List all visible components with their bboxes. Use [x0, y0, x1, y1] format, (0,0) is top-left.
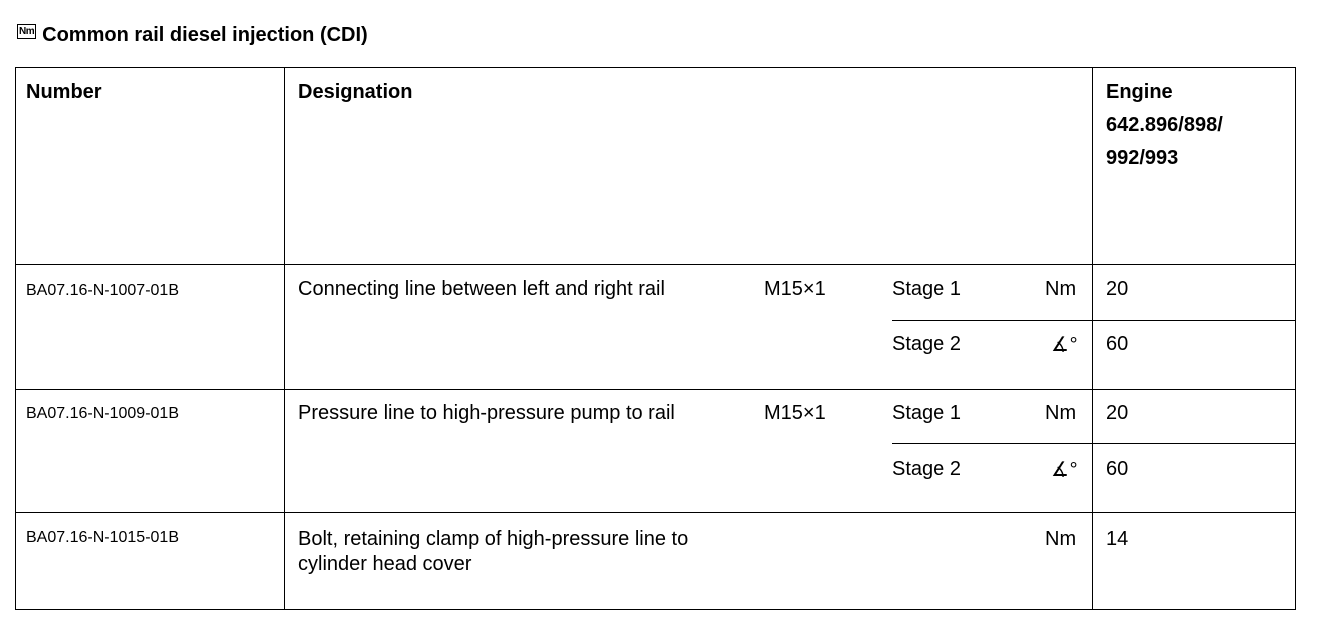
row-divider — [16, 264, 1295, 265]
row-value: 14 — [1106, 528, 1129, 550]
page-title — [17, 20, 368, 50]
header-number: Number — [26, 81, 102, 103]
stage-value: 60 — [1106, 333, 1129, 355]
title-text: Common rail diesel injection (CDI) — [42, 23, 368, 46]
designation-line: cylinder head cover — [298, 553, 472, 575]
torque-nm-icon: Nm — [19, 25, 35, 37]
engine-models-line2: 992/993 — [1106, 147, 1179, 169]
stage-value: 60 — [1106, 458, 1129, 480]
stage-unit: Nm — [1045, 278, 1077, 300]
row-number: BA07.16-N-1009-01B — [26, 405, 179, 422]
column-divider — [1092, 68, 1093, 609]
designation-line: Bolt, retaining clamp of high-pressure line to — [298, 528, 689, 550]
row-unit: Nm — [1045, 528, 1077, 550]
header-designation: Designation — [298, 81, 413, 103]
row-divider — [16, 512, 1295, 513]
stage-unit: Nm — [1045, 402, 1077, 424]
row-designation: Pressure line to high-pressure pump to rail — [298, 402, 675, 424]
row-designation — [298, 527, 688, 577]
engine-models-line1: 642.896/898/ — [1106, 114, 1223, 136]
stage-divider — [892, 443, 1295, 444]
header-engine — [1106, 76, 1223, 175]
stage-value: 20 — [1106, 402, 1129, 424]
stage-label: Stage 1 — [892, 402, 961, 424]
row-number: BA07.16-N-1007-01B — [26, 282, 179, 299]
engine-label: Engine — [1106, 81, 1173, 103]
stage-label: Stage 2 — [892, 333, 961, 355]
row-divider — [16, 389, 1295, 390]
angle-icon: ∡° — [1051, 334, 1077, 356]
row-thread: M15×1 — [764, 402, 826, 424]
torque-table — [15, 67, 1296, 610]
stage-label: Stage 1 — [892, 278, 961, 300]
stage-label: Stage 2 — [892, 458, 961, 480]
stage-divider — [892, 320, 1295, 321]
angle-icon: ∡° — [1051, 459, 1077, 481]
stage-value: 20 — [1106, 278, 1129, 300]
row-designation: Connecting line between left and right rail — [298, 278, 665, 300]
column-divider — [284, 68, 285, 609]
row-number: BA07.16-N-1015-01B — [26, 529, 179, 546]
row-thread: M15×1 — [764, 278, 826, 300]
